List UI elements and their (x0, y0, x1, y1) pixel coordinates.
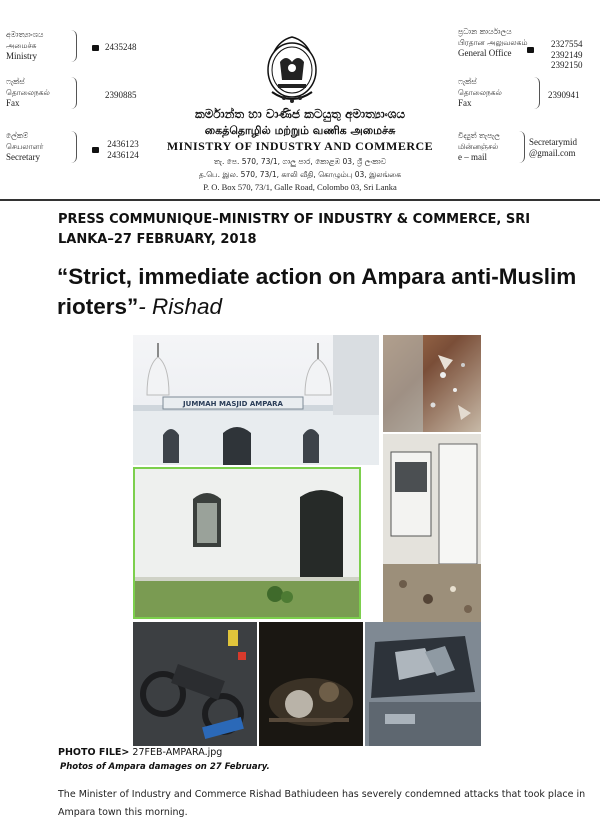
burnt-wreckage-photo (259, 622, 363, 746)
damaged-interior-photo (383, 434, 481, 628)
brace (533, 77, 540, 109)
broken-glass-scene (383, 335, 481, 432)
damaged-interior-scene (383, 434, 481, 628)
telephone-icon (92, 45, 99, 51)
burnt-wreckage-scene (259, 622, 363, 746)
brace (70, 77, 77, 109)
mosque-front-photo (133, 467, 361, 619)
ministry-contact-label: අමාත්‍යාංශය அமைச்சு Ministry (6, 30, 44, 61)
headline (57, 262, 577, 322)
mosque-scene (133, 335, 379, 465)
ministry-name-tamil: கைத்தொழில் மற்றும் வணிக அமைச்சு (204, 124, 396, 137)
burnt-motorbike-scene (133, 622, 257, 746)
letterhead-rule (0, 199, 600, 201)
general-office-phones: 2327554 2392149 2392150 (538, 39, 583, 71)
brace (518, 131, 525, 163)
secretary-phone: 2436123 2436124 (92, 139, 139, 160)
headline-quote: “Strict, immediate action on Ampara anti-Muslim rioters” (57, 264, 577, 319)
ministry-phone: 2435248 (92, 42, 137, 53)
headline-byline: - Rishad (138, 294, 223, 319)
state-emblem-icon (262, 32, 322, 108)
mosque-photo (133, 335, 379, 465)
address-sinhala: තැ. පෙ. 570, 73/1, ගාලු පාර, කොළඹ 03, ශ්‍රී ලංකාව (213, 157, 387, 166)
fax-right-label: ෆැක්ස් தொலைநகல் Fax (458, 77, 502, 108)
mosque-front-scene (135, 469, 359, 617)
telephone-icon (92, 147, 99, 153)
brace (70, 30, 77, 62)
secretary-contact-label: ලේකම් செயலாளர் Secretary (6, 131, 44, 162)
ministry-name-english: MINISTRY OF INDUSTRY AND COMMERCE (166, 139, 434, 153)
photo-description: Photos of Ampara damages on 27 February. (60, 762, 270, 772)
email-address: Secretarymid @gmail.com (529, 137, 577, 158)
brace (70, 131, 77, 163)
photo-file-caption (58, 747, 222, 758)
mosque-sign: JUMMAH MASJID AMPARA (183, 400, 283, 408)
ministry-name-sinhala: කර්මාන්ත හා වාණිජ කටයුතු අමාත්‍යාංශය (195, 107, 405, 121)
broken-glass-photo (383, 335, 481, 432)
burnt-motorbike-photo (133, 622, 257, 746)
fax-right-number: 2390941 (548, 90, 580, 100)
fax-number: 2390885 (105, 90, 137, 100)
smashed-vehicle-scene (365, 622, 481, 746)
body-paragraph: The Minister of Industry and Commerce Rishad Bathiudeen has severely condemned attacks that took place in Ampara town this morning. (58, 789, 586, 818)
fax-contact-label: ෆැක්ස් தொலைநகல் Fax (6, 77, 50, 108)
telephone-icon (527, 47, 534, 53)
address-english: P. O. Box 570, 73/1, Galle Road, Colombo 03, Sri Lanka (203, 182, 397, 192)
press-dateline: PRESS COMMUNIQUE–MINISTRY OF INDUSTRY & COMMERCE, SRI LANKA–27 FEBRUARY, 2018 (58, 212, 531, 247)
photo-file-label: PHOTO FILE> (58, 747, 130, 758)
photo-file-name: 27FEB-AMPARA.jpg (132, 747, 223, 758)
smashed-vehicle-photo (365, 622, 481, 746)
general-office-label: ප්‍රධාන කාර්යාලය பிரதான அலுவலகம் General Office (458, 27, 528, 58)
email-label: විද්‍යුත් තැපැල மின்னஞ்சல் e – mail (458, 131, 500, 162)
address-tamil: த.பெ. இல. 570, 73/1, காலி வீதி, கொழும்பு 03, இலங்கை (198, 170, 402, 179)
